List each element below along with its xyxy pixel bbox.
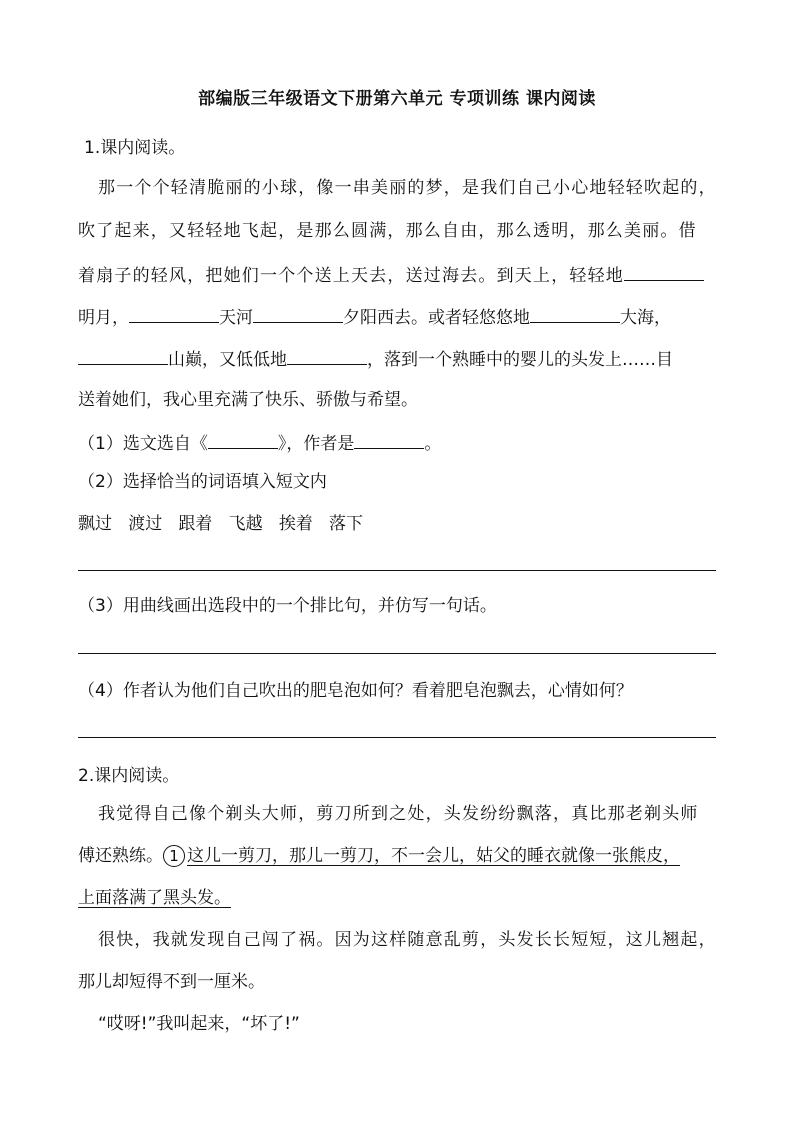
q1-passage-line-4 [78,304,671,330]
underlined-sentence-part-1: 这儿一剪刀，那儿一剪刀，不一会儿，姑父的睡衣就像一张熊皮， [187,846,680,866]
q2-passage-line-1: 我觉得自己像个剃头大师，剪刀所到之处，头发纷纷飘落，真比那老剃头师 [98,804,699,824]
q1-heading: 1.课内阅读。 [84,138,186,158]
q1-line4-part-b: 天河 [219,308,253,328]
q2-passage-line-4: 很快，我就发现自己闯了祸。因为这样随意乱剪，头发长长短短，这儿翘起， [98,930,717,950]
word-choices: 飘过 渡过 跟着 飞越 挨着 落下 [78,514,364,534]
q1-line5-part-a: 山巅，又低低地 [168,350,287,370]
fill-blank-2[interactable] [129,304,219,323]
q1-line4-part-c: 夕阳西去。或者轻悠悠地 [343,308,530,328]
q2-heading: 2.课内阅读。 [78,766,180,786]
q1-passage-line-2: 吹了起来，又轻轻地飞起，是那么圆满，那么自由，那么透明，那么美丽。借 [78,221,697,241]
q1-sub-question-1 [78,430,441,456]
author-blank[interactable] [354,430,424,449]
q1-passage-line-3 [78,262,704,288]
fill-blank-1[interactable] [624,262,704,281]
sub1-part-b: 》，作者是 [277,434,355,454]
q2-line2-part-a: 傅还熟练。 [78,846,163,866]
answer-line-3[interactable] [78,653,716,654]
q1-line5-part-b: ，落到一个熟睡中的婴儿的头发上……目 [367,350,673,370]
fill-blank-6[interactable] [287,346,367,365]
answer-line-2[interactable] [78,570,716,571]
q1-line4-part-a: 明月， [78,308,129,328]
q1-sub-question-2: （2）选择恰当的词语填入短文内 [78,472,327,492]
circled-number-1: 1 [163,845,185,867]
q1-passage-line-5 [78,346,673,372]
sub1-part-c: 。 [424,434,442,454]
q1-passage-line-1: 那一个个轻清脆丽的小球，像一串美丽的梦，是我们自己小心地轻轻吹起的， [98,178,717,198]
q2-passage-line-6: “哎呀!”我叫起来，“坏了!” [98,1014,300,1034]
q1-line4-part-d: 大海， [620,308,671,328]
q2-passage-line-5: 那儿却短得不到一厘米。 [78,972,265,992]
q1-sub-question-4: （4）作者认为他们自己吹出的肥皂泡如何？看着肥皂泡飘去，心情如何？ [78,681,633,701]
q2-passage-line-2 [78,844,680,868]
q1-sub-question-3: （3）用曲线画出选段中的一个排比句，并仿写一句话。 [78,596,497,616]
fill-blank-4[interactable] [530,304,620,323]
fill-blank-5[interactable] [78,346,168,365]
fill-blank-3[interactable] [253,304,343,323]
book-title-blank[interactable] [208,430,278,449]
underlined-sentence-part-2: 上面落满了黑头发。 [78,888,231,908]
answer-line-4[interactable] [78,737,716,738]
q1-passage-line-3-text: 着扇子的轻风，把她们一个个送上天去，送过海去。到天上，轻轻地 [78,266,624,286]
page-title: 部编版三年级语文下册第六单元 专项训练 课内阅读 [198,89,596,109]
q1-passage-line-6: 送着她们，我心里充满了快乐、骄傲与希望。 [78,390,418,410]
sub1-part-a: （1）选文选自《 [78,434,208,454]
